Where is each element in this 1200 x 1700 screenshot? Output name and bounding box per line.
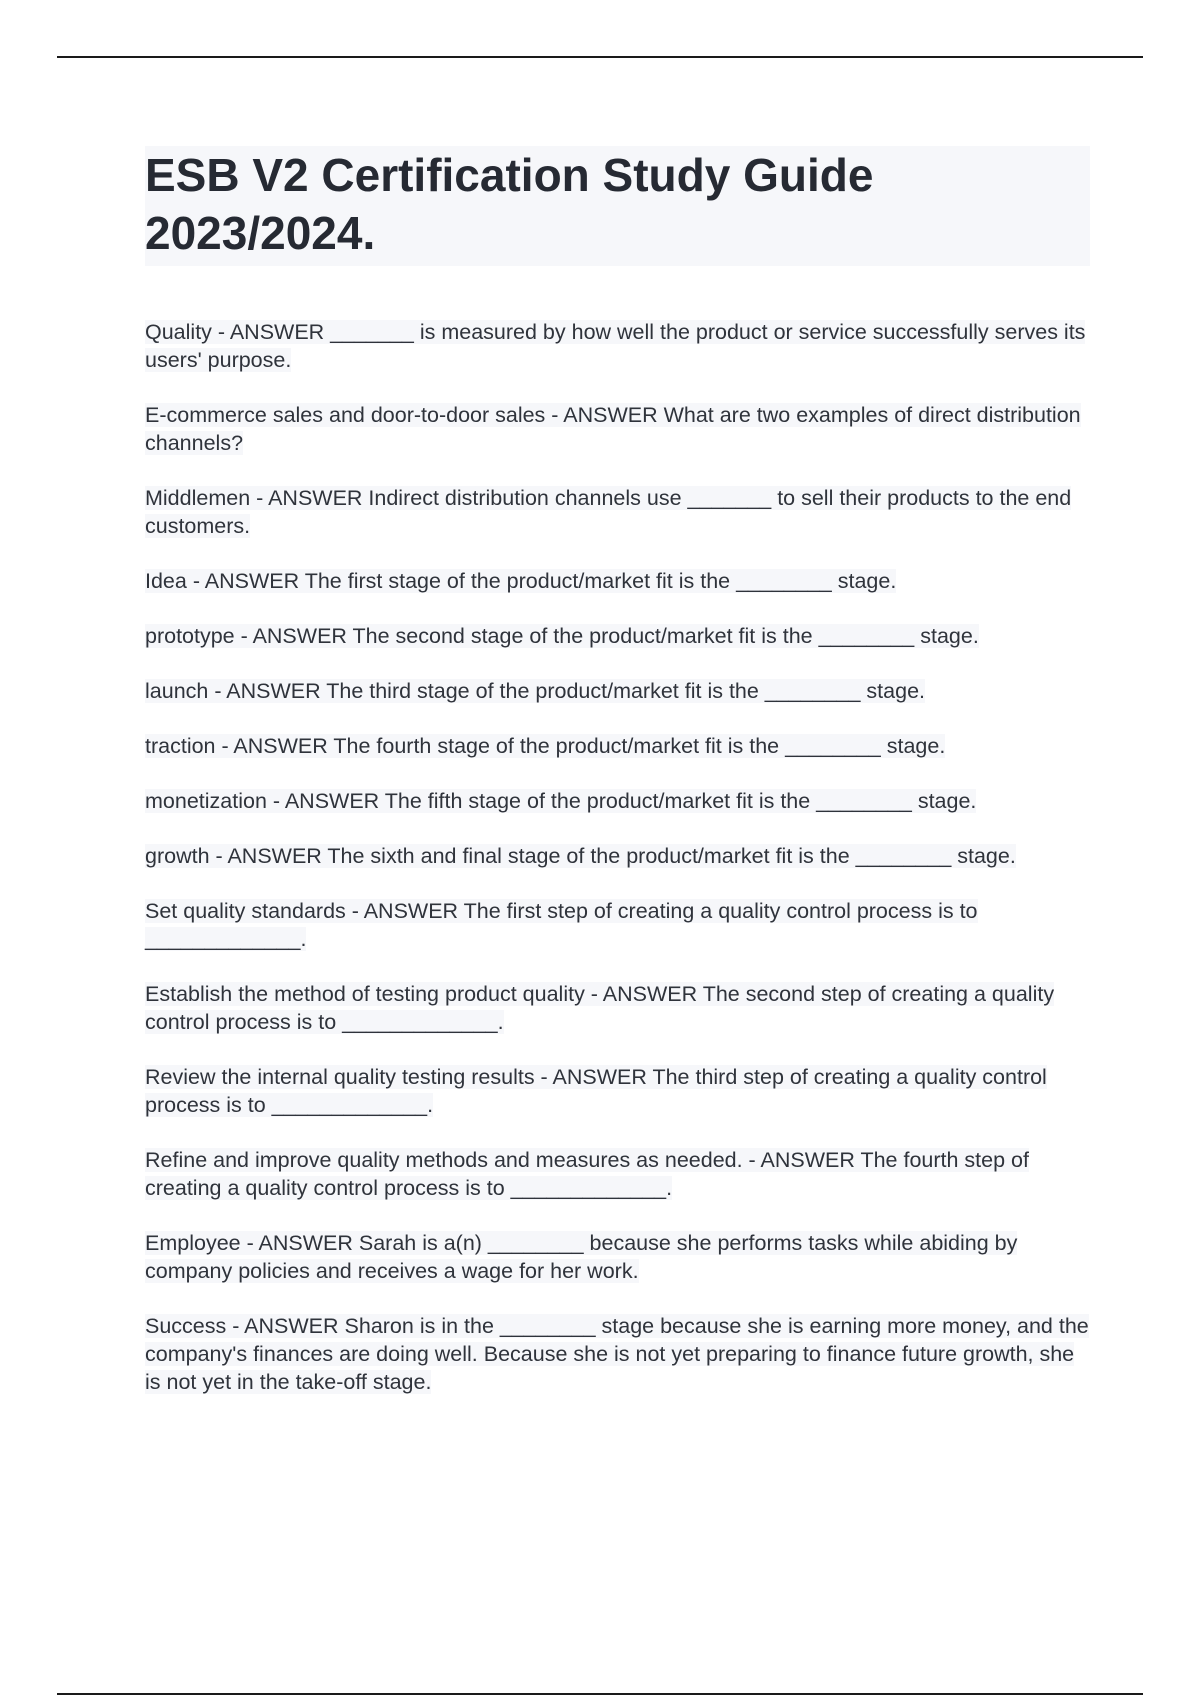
qa-text: traction - ANSWER The fourth stage of the product/market fit is the ________ stage. bbox=[145, 734, 946, 758]
qa-item bbox=[145, 401, 1090, 457]
qa-item bbox=[145, 1146, 1090, 1202]
qa-item bbox=[145, 484, 1090, 540]
qa-text: Quality - ANSWER _______ is measured by how well the product or service successfully serves its users' purpose. bbox=[145, 320, 1086, 372]
qa-text: Refine and improve quality methods and measures as needed. - ANSWER The fourth step of creating a quality control process is to _____________. bbox=[145, 1148, 1029, 1200]
qa-item bbox=[145, 842, 1090, 870]
title-block bbox=[145, 146, 1090, 266]
qa-text: growth - ANSWER The sixth and final stage of the product/market fit is the ________ stage. bbox=[145, 844, 1016, 868]
qa-item bbox=[145, 1229, 1090, 1285]
qa-text: launch - ANSWER The third stage of the product/market fit is the ________ stage. bbox=[145, 679, 926, 703]
qa-item bbox=[145, 897, 1090, 953]
qa-item bbox=[145, 1063, 1090, 1119]
qa-text: Middlemen - ANSWER Indirect distribution channels use _______ to sell their products to the end customers. bbox=[145, 486, 1072, 538]
qa-list bbox=[145, 318, 1090, 1396]
qa-text: prototype - ANSWER The second stage of the product/market fit is the ________ stage. bbox=[145, 624, 979, 648]
qa-item bbox=[145, 787, 1090, 815]
qa-item bbox=[145, 732, 1090, 760]
qa-text: Establish the method of testing product quality - ANSWER The second step of creating a quality control process is to _____________. bbox=[145, 982, 1055, 1034]
qa-item bbox=[145, 677, 1090, 705]
qa-text: Employee - ANSWER Sarah is a(n) ________ because she performs tasks while abiding by company policies and receives a wage for her work. bbox=[145, 1231, 1018, 1283]
qa-text: Success - ANSWER Sharon is in the ________ stage because she is earning more money, and the company's finances are doing well. Because she is not yet preparing to finance future growth, she is not yet in the take-off stage. bbox=[145, 1314, 1089, 1394]
qa-text: Idea - ANSWER The first stage of the product/market fit is the ________ stage. bbox=[145, 569, 897, 593]
qa-text: monetization - ANSWER The fifth stage of the product/market fit is the ________ stage. bbox=[145, 789, 977, 813]
qa-item bbox=[145, 1312, 1090, 1396]
qa-text: Set quality standards - ANSWER The first step of creating a quality control process is to _____________. bbox=[145, 899, 978, 951]
document-body bbox=[145, 146, 1090, 1423]
qa-item bbox=[145, 622, 1090, 650]
footer-rule bbox=[57, 1693, 1143, 1695]
qa-item bbox=[145, 318, 1090, 374]
qa-item bbox=[145, 567, 1090, 595]
qa-item bbox=[145, 980, 1090, 1036]
header-rule bbox=[57, 56, 1143, 58]
document-title: ESB V2 Certification Study Guide 2023/2024. bbox=[145, 149, 874, 259]
qa-text: E-commerce sales and door-to-door sales - ANSWER What are two examples of direct distribution channels? bbox=[145, 403, 1081, 455]
qa-text: Review the internal quality testing results - ANSWER The third step of creating a quality control process is to _____________. bbox=[145, 1065, 1047, 1117]
